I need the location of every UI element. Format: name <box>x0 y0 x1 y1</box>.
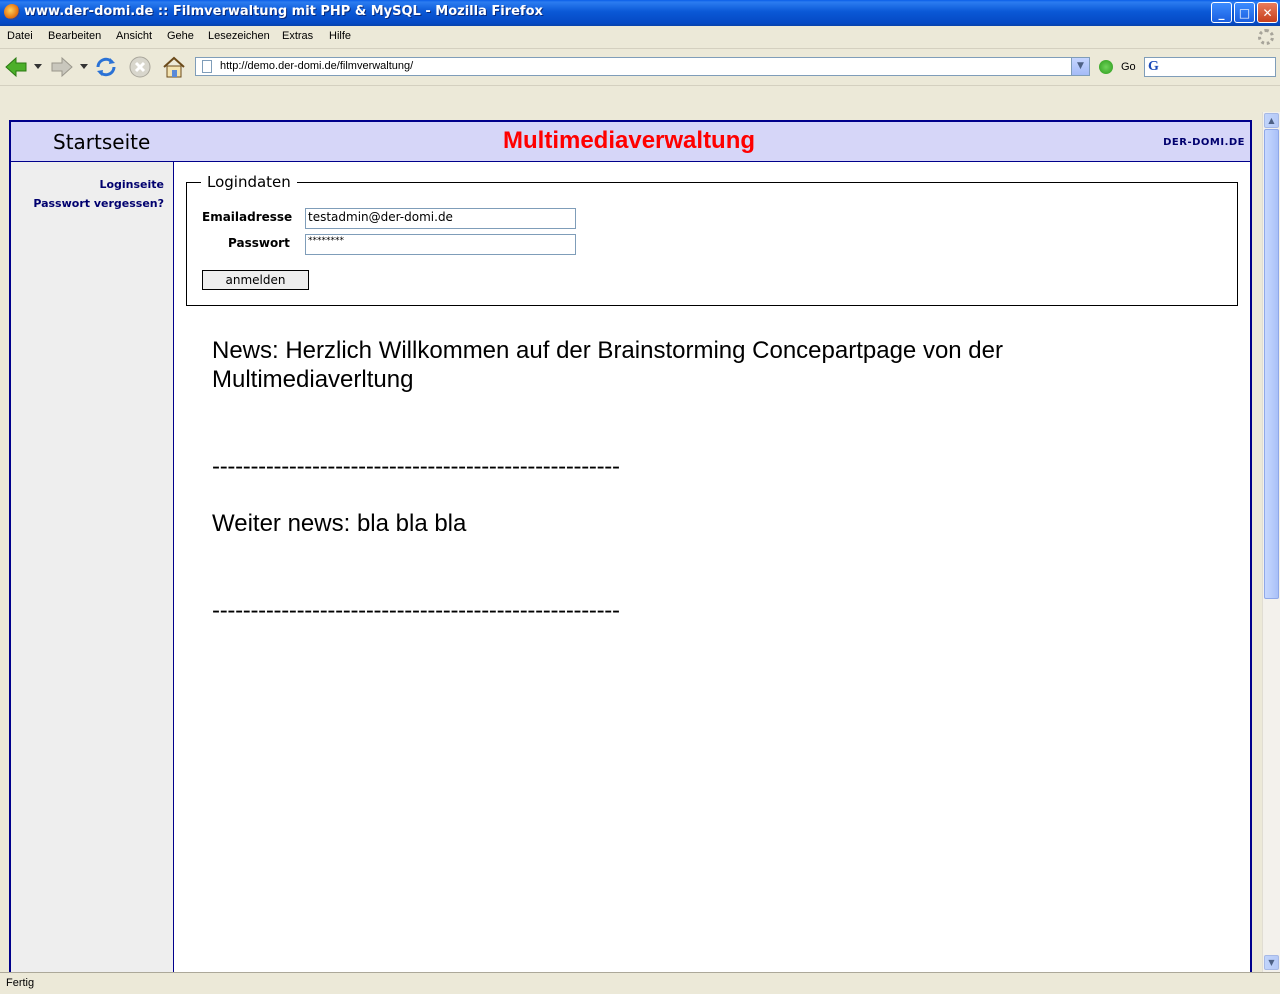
content-viewport <box>0 112 1262 972</box>
stop-icon[interactable] <box>128 55 152 79</box>
site-name: DER-DOMI.DE <box>1163 137 1245 148</box>
login-fieldset <box>186 173 1238 306</box>
home-icon[interactable] <box>162 55 186 79</box>
login-button[interactable]: anmelden <box>202 270 309 290</box>
go-icon[interactable] <box>1099 60 1113 74</box>
url-text[interactable]: http://demo.der-domi.de/filmverwaltung/ <box>220 60 414 72</box>
window-title: www.der-domi.de :: Filmverwaltung mit PHP & MySQL - Mozilla Firefox <box>24 4 543 19</box>
password-label: Passwort <box>228 236 290 250</box>
forward-history-dropdown-icon[interactable] <box>80 64 88 70</box>
login-legend: Logindaten <box>201 173 297 191</box>
brand-title: Multimediaverwaltung <box>503 127 756 154</box>
status-text: Fertig <box>6 977 35 989</box>
menu-lesezeichen[interactable]: Lesezeichen <box>208 30 270 42</box>
sidebar-item-passwort-vergessen[interactable]: Passwort vergessen? <box>33 197 164 210</box>
menu-hilfe[interactable]: Hilfe <box>329 30 352 42</box>
menu-datei[interactable]: Datei <box>7 30 33 42</box>
throbber-icon <box>1258 29 1274 45</box>
page-title: Startseite <box>53 130 151 154</box>
news-divider: ----------------------------------------------------- <box>212 453 620 480</box>
back-history-dropdown-icon[interactable] <box>34 64 42 70</box>
scrollbar-thumb[interactable] <box>1264 129 1279 599</box>
news-divider: ----------------------------------------------------- <box>212 597 620 624</box>
sidebar <box>11 162 174 972</box>
url-bar[interactable] <box>195 57 1090 76</box>
menu-extras[interactable]: Extras <box>282 30 314 42</box>
bookmarks-toolbar <box>0 85 1280 113</box>
vertical-scrollbar[interactable] <box>1262 112 1280 972</box>
go-label[interactable]: Go <box>1121 61 1136 73</box>
url-dropdown-icon[interactable]: ▼ <box>1071 58 1089 75</box>
back-icon[interactable] <box>4 55 28 79</box>
sidebar-item-loginseite[interactable]: Loginseite <box>99 178 164 191</box>
news-item: Weiter news: bla bla bla <box>212 510 467 537</box>
window-title-bar <box>0 0 1280 26</box>
google-search-icon[interactable]: G <box>1148 59 1159 74</box>
search-input[interactable] <box>1144 57 1276 77</box>
scroll-down-icon[interactable]: ▼ <box>1264 955 1279 970</box>
page-icon <box>202 60 212 73</box>
menu-bearbeiten[interactable]: Bearbeiten <box>48 30 102 42</box>
firefox-icon <box>4 4 20 20</box>
maximize-button[interactable]: □ <box>1234 2 1255 23</box>
news-item: News: Herzlich Willkommen auf der Brainstorming Concepartpage von der Multimediaverltung <box>212 337 1003 393</box>
menu-bar <box>0 26 1280 49</box>
menu-gehe[interactable]: Gehe <box>167 30 194 42</box>
scroll-up-icon[interactable]: ▲ <box>1264 113 1279 128</box>
reload-icon[interactable] <box>94 55 118 79</box>
password-field[interactable]: ******** <box>305 234 576 255</box>
menu-ansicht[interactable]: Ansicht <box>116 30 153 42</box>
close-button[interactable]: ✕ <box>1257 2 1278 23</box>
minimize-button[interactable]: _ <box>1211 2 1232 23</box>
status-bar <box>0 972 1280 994</box>
email-label: Emailadresse <box>202 210 293 224</box>
page-frame <box>9 120 1252 972</box>
email-field[interactable]: testadmin@der-domi.de <box>305 208 576 229</box>
page-header <box>11 122 1250 162</box>
forward-icon[interactable] <box>50 55 74 79</box>
